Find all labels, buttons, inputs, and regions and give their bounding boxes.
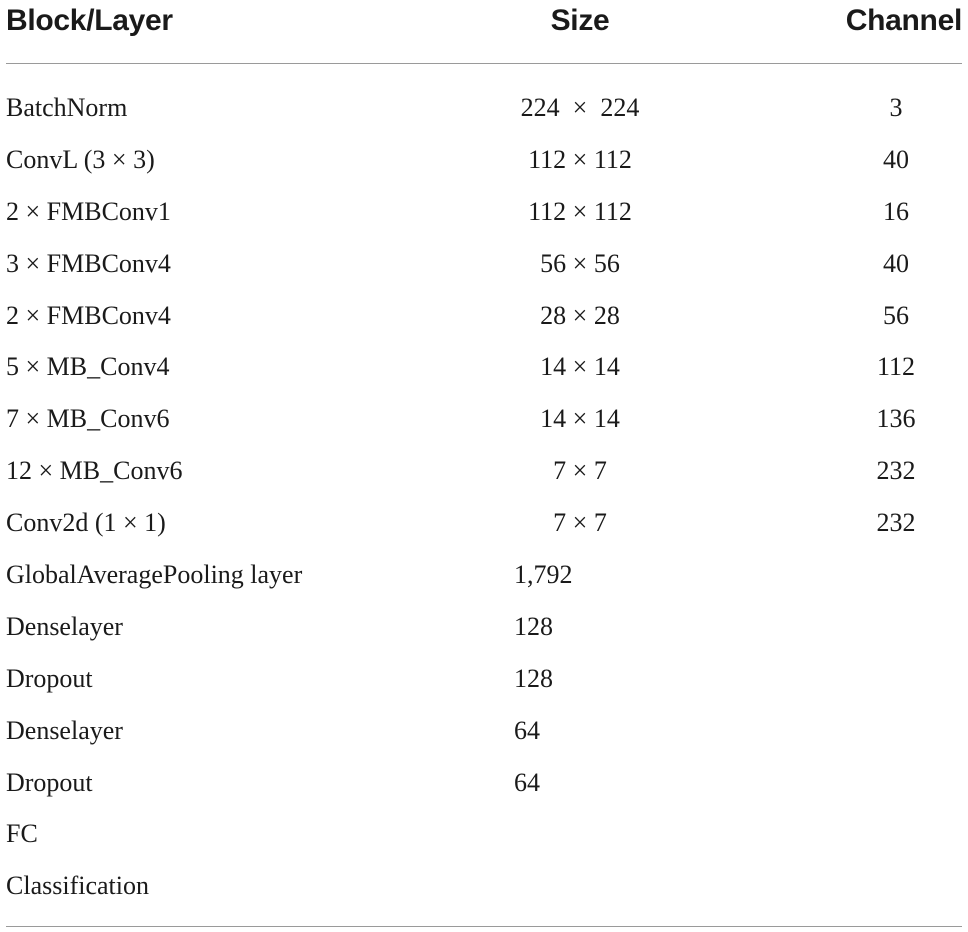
top-rule — [6, 63, 962, 64]
channel-cell: 232 — [876, 456, 916, 486]
header-channel: Channel — [845, 4, 962, 37]
size-cell: 1,792 — [514, 560, 573, 590]
layer-cell: Denselayer — [6, 715, 123, 745]
size-cell: 7 × 7 — [553, 508, 607, 538]
layer-cell: Classification — [6, 871, 149, 901]
table-row — [0, 393, 968, 445]
table-row — [0, 549, 968, 601]
table-row — [0, 653, 968, 705]
table-row — [0, 497, 968, 549]
size-cell: 128 — [514, 663, 553, 693]
size-cell: 112 × 112 — [528, 196, 632, 226]
channel-cell: 56 — [883, 300, 909, 330]
size-cell: 112 × 112 — [528, 144, 632, 174]
channel-cell: 16 — [883, 196, 909, 226]
size-cell: 14 × 14 — [540, 352, 620, 382]
header-size: Size — [550, 4, 610, 37]
table-row — [0, 186, 968, 238]
layer-cell: 5 × MB_Conv4 — [6, 352, 170, 382]
layer-cell: 12 × MB_Conv6 — [6, 456, 183, 486]
layer-cell: Dropout — [6, 767, 93, 797]
bottom-rule — [6, 926, 962, 927]
channel-cell: 112 — [876, 352, 916, 382]
size-cell: 7 × 7 — [553, 456, 607, 486]
size-cell: 224 × 224 — [520, 93, 640, 122]
size-cell: 28 × 28 — [540, 300, 620, 330]
channel-cell: 232 — [876, 508, 916, 538]
table-row — [0, 238, 968, 290]
table-row — [0, 705, 968, 757]
layer-cell: Denselayer — [6, 611, 123, 641]
size-cell: 56 × 56 — [540, 248, 620, 278]
header-block-layer: Block/Layer — [6, 4, 173, 37]
table-row — [0, 82, 968, 134]
layer-cell: ConvL (3 × 3) — [6, 144, 155, 174]
table-header — [0, 0, 968, 50]
size-cell: 64 — [514, 715, 540, 745]
layer-cell: Conv2d (1 × 1) — [6, 508, 166, 538]
channel-cell: 3 — [889, 93, 903, 122]
table-row — [0, 601, 968, 653]
layer-cell: Dropout — [6, 663, 93, 693]
layer-cell: FC — [6, 819, 38, 849]
layer-cell: 3 × FMBConv4 — [6, 248, 171, 278]
layer-cell: 7 × MB_Conv6 — [6, 404, 170, 434]
channel-cell: 136 — [876, 404, 916, 434]
table-row — [0, 757, 968, 809]
size-cell: 64 — [514, 767, 540, 797]
size-cell: 128 — [514, 611, 553, 641]
table-row — [0, 860, 968, 912]
table-row — [0, 290, 968, 342]
table-row — [0, 808, 968, 860]
layer-cell: 2 × FMBConv4 — [6, 300, 171, 330]
layer-cell: BatchNorm — [6, 93, 128, 122]
table-row — [0, 341, 968, 393]
channel-cell: 40 — [883, 144, 909, 174]
size-cell: 14 × 14 — [540, 404, 620, 434]
table-body — [0, 82, 968, 912]
layer-cell: GlobalAveragePooling layer — [6, 560, 303, 590]
table-row — [0, 445, 968, 497]
table-row — [0, 134, 968, 186]
layer-cell: 2 × FMBConv1 — [6, 196, 171, 226]
channel-cell: 40 — [883, 248, 909, 278]
